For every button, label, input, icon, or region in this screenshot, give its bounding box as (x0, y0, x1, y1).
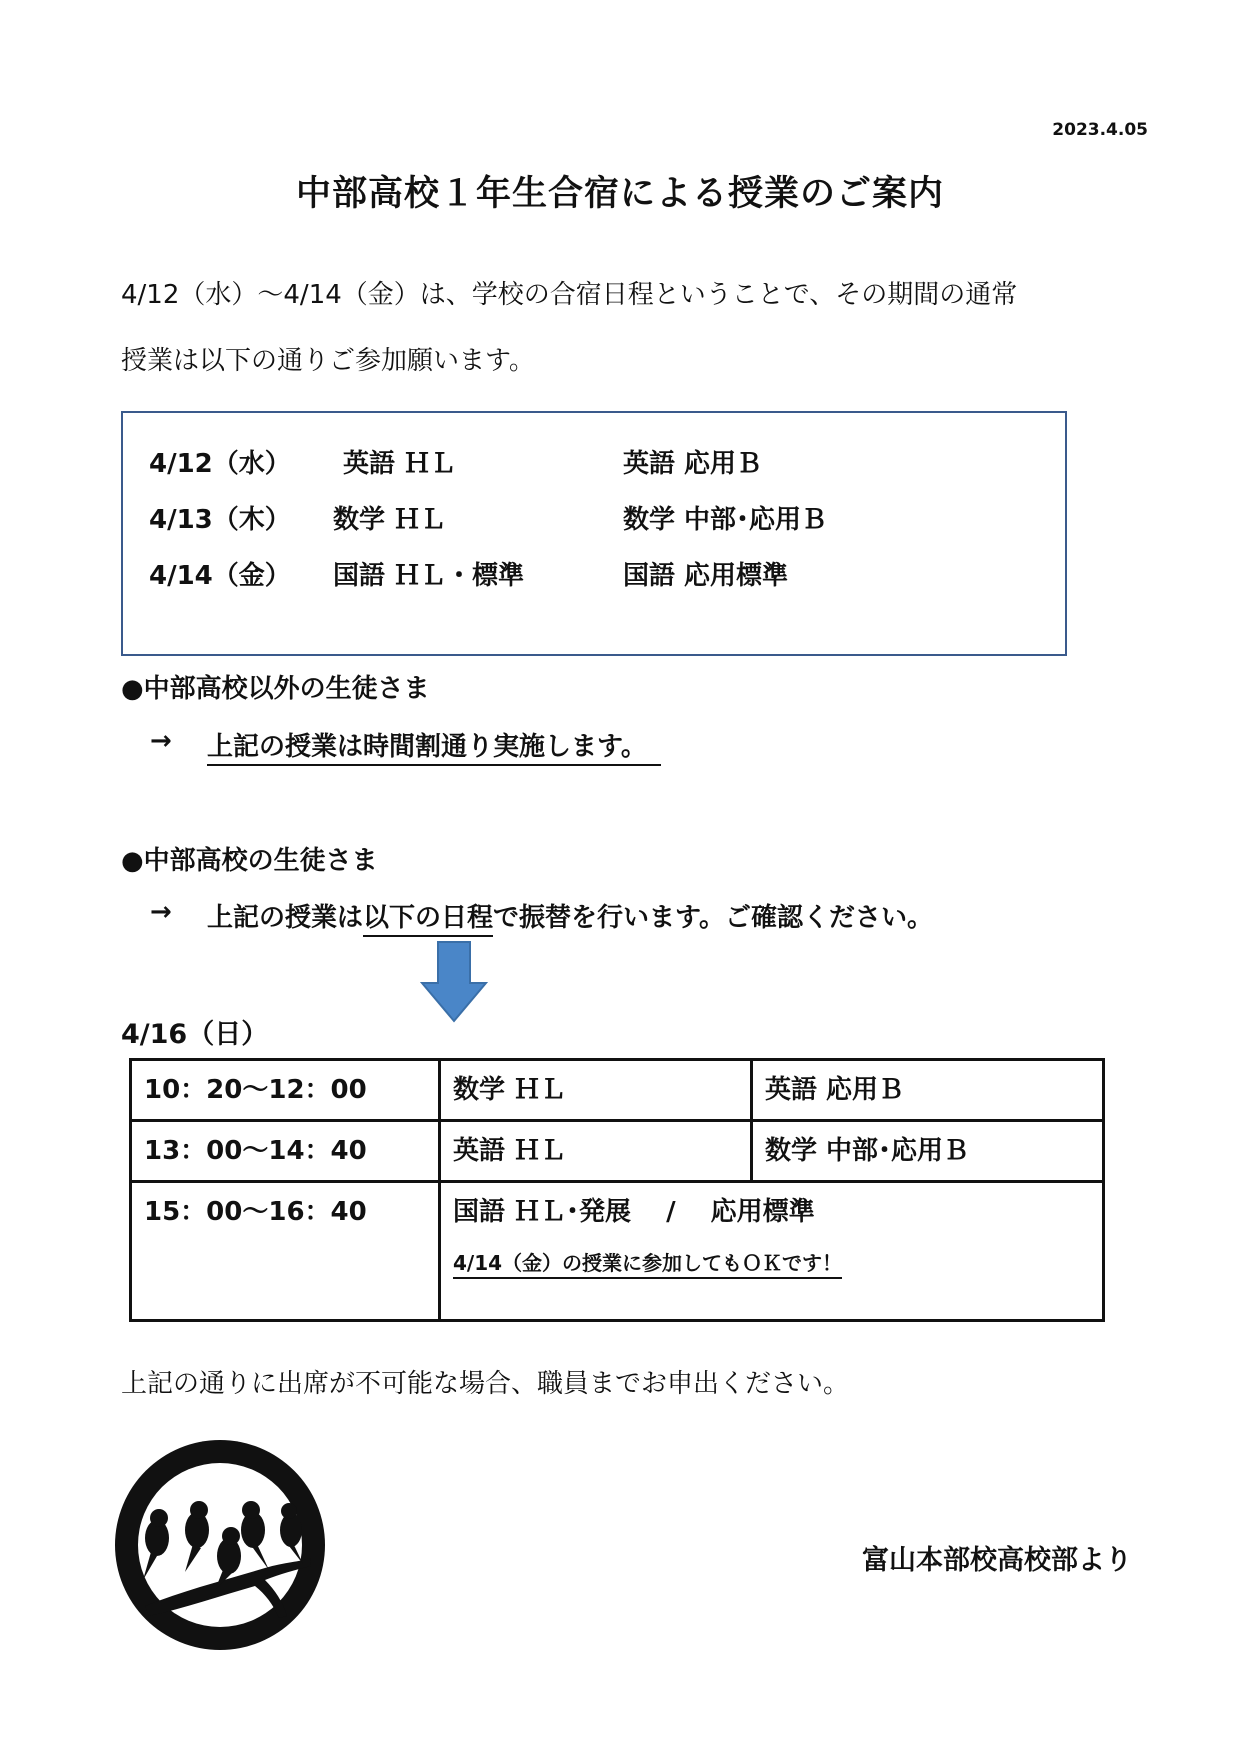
page-title: 中部高校１年生合宿による授業のご案内 (295, 174, 944, 214)
camp-class-1b: 英語 応用Ｂ (623, 449, 763, 479)
makeup-class-2a: 英語 ＨＬ (440, 1121, 752, 1182)
section-chubu-text-before: 上記の授業は (207, 903, 364, 933)
section-other-text (207, 726, 661, 763)
camp-class-3a: 国語 ＨＬ・標準 (333, 561, 525, 591)
section-chubu-text-after: で振替を行います。ご確認ください。 (493, 903, 933, 933)
camp-class-1a: 英語 ＨＬ (343, 449, 457, 479)
makeup-time-2: 13：00～14：40 (131, 1121, 440, 1182)
section-chubu-text-underlined: 以下の日程 (363, 903, 493, 937)
camp-class-3b: 国語 応用標準 (623, 561, 789, 591)
intro-line-1: 4/12（水）～4/14（金）は、学校の合宿日程ということで、その期間の通常 (121, 280, 1018, 310)
makeup-date: 4/16（日） (121, 1019, 269, 1050)
makeup-class-3: 国語 ＨＬ･発展 / 応用標準 (453, 1197, 815, 1227)
camp-day-1: 4/12（水） (149, 449, 291, 479)
makeup-class-3-cell (440, 1182, 1104, 1321)
organization-name: 富山本部校高校部より (862, 1545, 1132, 1576)
makeup-note: 4/14（金）の授業に参加してもＯＫです！ (453, 1249, 842, 1279)
document-date: 2023.4.05 (1052, 120, 1148, 140)
table-row (131, 1121, 1104, 1182)
table-row (131, 1060, 1104, 1121)
makeup-time-3: 15：00～16：40 (131, 1182, 440, 1321)
camp-class-2b: 数学 中部･応用Ｂ (623, 505, 828, 535)
camp-schedule-box (121, 411, 1067, 656)
makeup-class-1b: 英語 応用Ｂ (752, 1060, 1104, 1121)
camp-class-2a: 数学 ＨＬ (333, 505, 447, 535)
down-arrow-icon (420, 941, 488, 1023)
table-row (131, 1182, 1104, 1321)
section-other-arrow: → (150, 726, 172, 756)
makeup-class-2b: 数学 中部･応用Ｂ (752, 1121, 1104, 1182)
camp-day-2: 4/13（木） (149, 505, 291, 535)
makeup-time-1: 10：20～12：00 (131, 1060, 440, 1121)
section-chubu-arrow: → (150, 897, 172, 927)
birds-logo (105, 1430, 335, 1660)
section-other-heading: ●中部高校以外の生徒さま (121, 674, 430, 704)
intro-line-2: 授業は以下の通りご参加願います。 (121, 346, 535, 376)
camp-day-3: 4/14（金） (149, 561, 291, 591)
section-chubu-text (207, 897, 933, 934)
makeup-schedule-table (129, 1058, 1105, 1322)
intro-paragraph (121, 262, 1141, 394)
makeup-class-1a: 数学 ＨＬ (440, 1060, 752, 1121)
footer-note: 上記の通りに出席が不可能な場合、職員までお申出ください。 (121, 1369, 850, 1399)
section-other-underlined: 上記の授業は時間割通り実施します。 (207, 732, 661, 766)
section-chubu-heading: ●中部高校の生徒さま (121, 846, 378, 876)
